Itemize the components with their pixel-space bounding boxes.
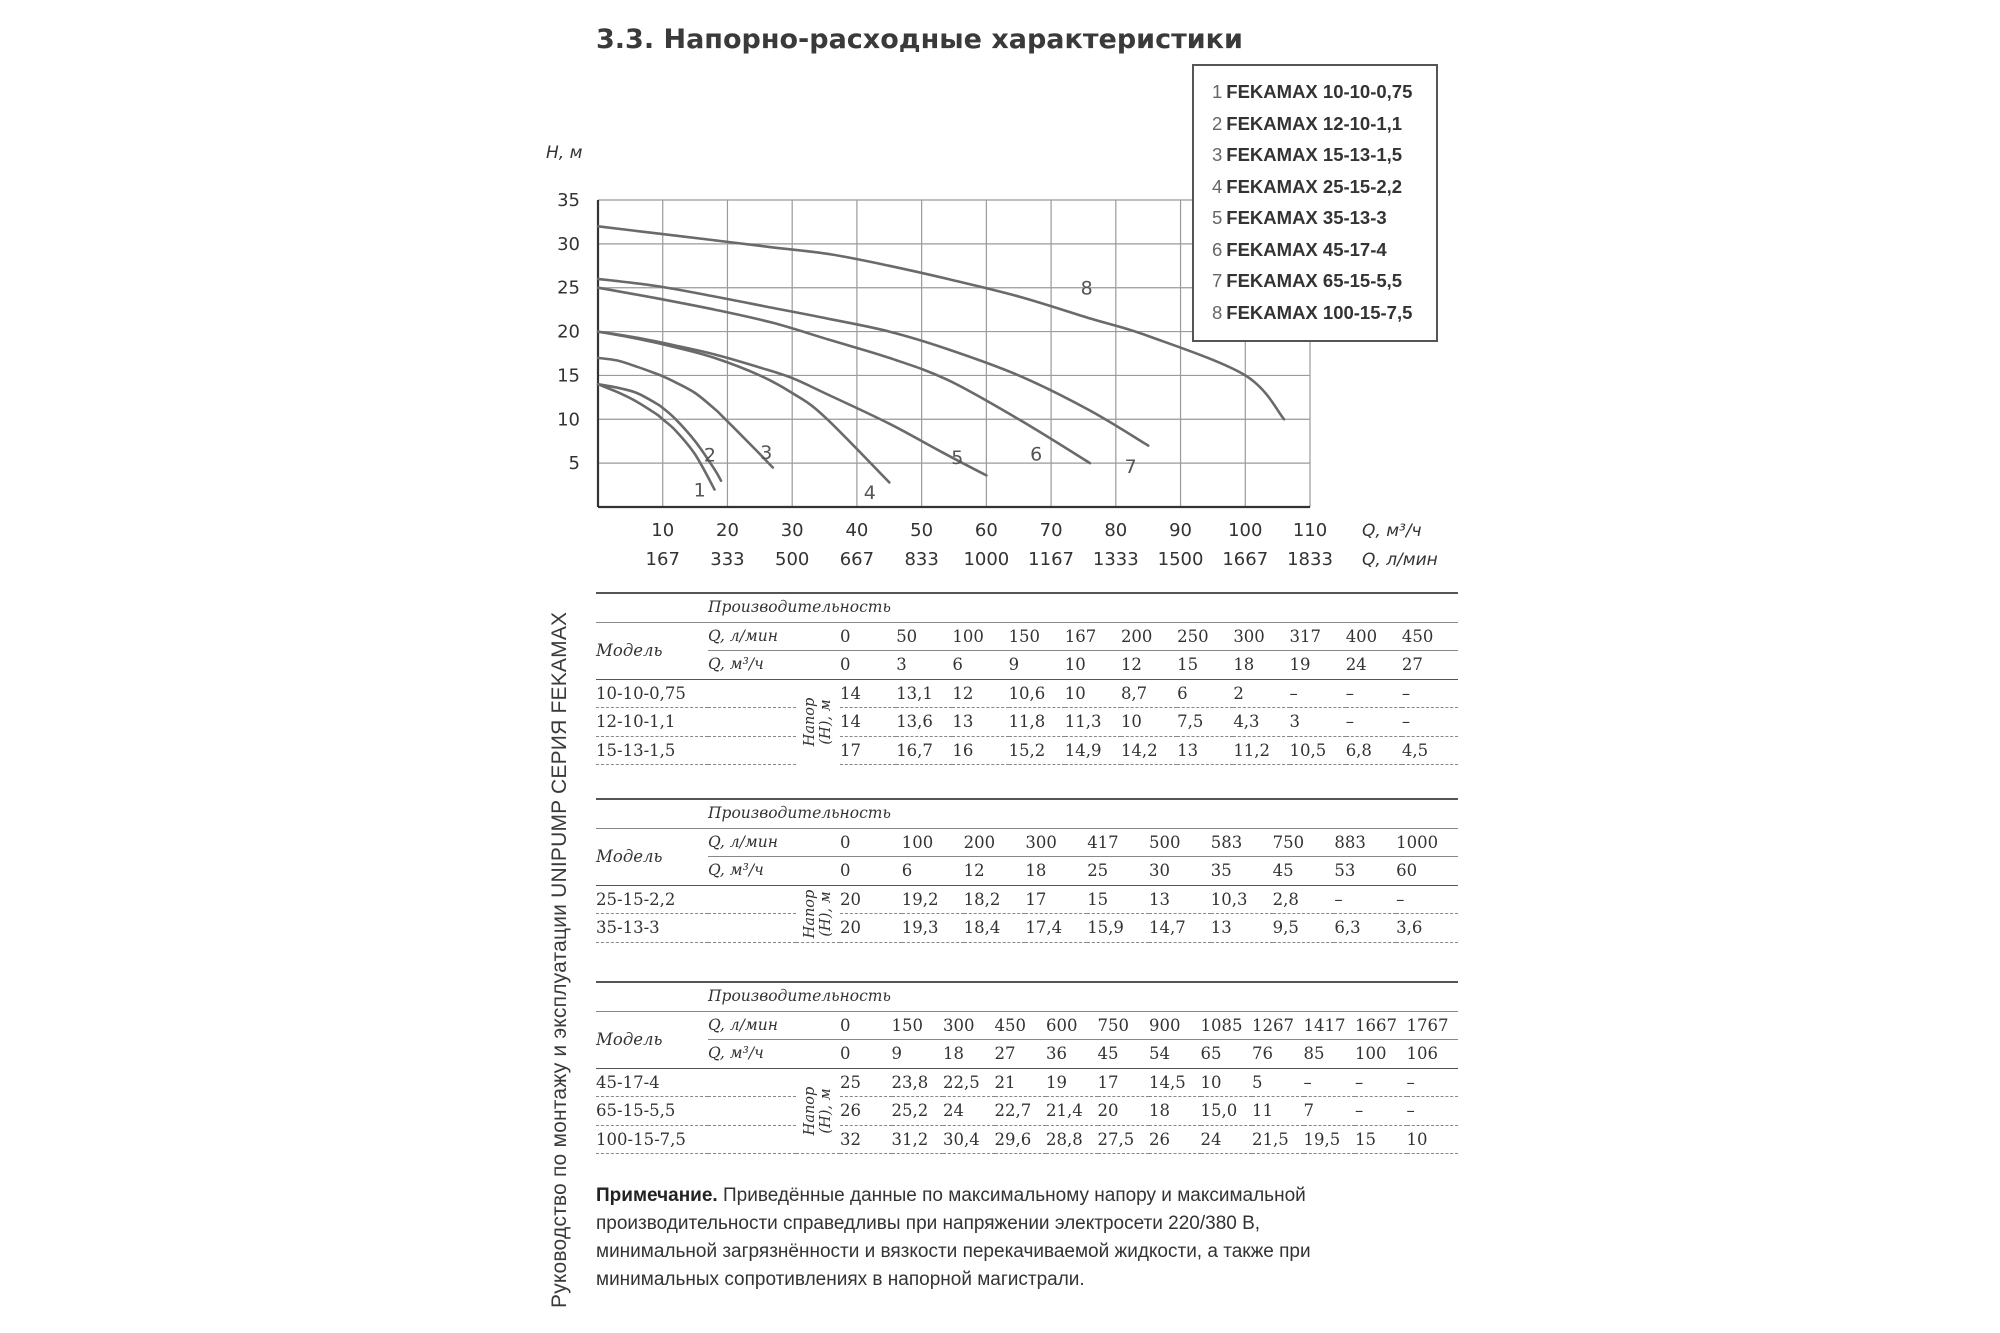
q-m3h-cell: 12 [1121, 651, 1177, 680]
q-lmin-cell: 450 [995, 1011, 1047, 1040]
model-header: Модель [596, 1011, 708, 1068]
head-cell: 10,6 [1009, 679, 1065, 708]
head-cell: 22,7 [995, 1097, 1047, 1126]
curve-4 [598, 332, 889, 483]
q-lmin-cell: 1767 [1407, 1011, 1459, 1040]
q-m3h-cell: 53 [1334, 857, 1396, 886]
q-lmin-cell: 317 [1290, 622, 1346, 651]
legend-entry [1212, 202, 1436, 234]
x-tick-label-m3h: 60 [974, 520, 998, 541]
legend-entry [1212, 234, 1436, 266]
head-cell: 15,0 [1201, 1097, 1253, 1126]
head-cell: 12 [952, 679, 1008, 708]
side-caption: Руководство по монтажу и эксплуатации UNIPUMP СЕРИЯ FEKAMAX [548, 611, 571, 1308]
curve-label-8: 8 [1080, 277, 1093, 300]
head-cell: 10 [1065, 679, 1121, 708]
model-header: Модель [596, 622, 708, 679]
q-m3h-cell: 76 [1252, 1040, 1304, 1069]
performance-table-1 [596, 592, 1458, 765]
head-cell: 20 [1098, 1097, 1150, 1126]
q-lmin-cell: 450 [1402, 622, 1458, 651]
table-header-row [596, 593, 1458, 622]
head-cell: 22,5 [943, 1068, 995, 1097]
head-cell: 13,6 [896, 708, 952, 737]
head-cell: 18,2 [964, 885, 1026, 914]
head-cell: 14,5 [1149, 1068, 1201, 1097]
head-cell: – [1402, 679, 1458, 708]
q-m3h-cell: 85 [1304, 1040, 1356, 1069]
y-axis-label: H, м [546, 143, 583, 163]
head-cell: 9,5 [1273, 914, 1335, 943]
head-cell: 17 [1025, 885, 1087, 914]
head-cell: 11 [1252, 1097, 1304, 1126]
model-cell: 15-13-1,5 [596, 736, 708, 765]
q-lmin-cell: 250 [1177, 622, 1233, 651]
head-cell: 25 [840, 1068, 892, 1097]
legend-label: FEKAMAX 35-13-3 [1226, 207, 1387, 228]
flow-lmin-row [596, 1011, 1458, 1040]
q-m3h-cell: 65 [1201, 1040, 1253, 1069]
head-cell: 15,2 [1009, 736, 1065, 765]
y-tick-label: 15 [557, 365, 580, 387]
legend-label: FEKAMAX 15-13-1,5 [1226, 144, 1403, 165]
head-cell: 31,2 [892, 1125, 944, 1154]
legend-number: 6 [1212, 238, 1223, 260]
head-cell: 18 [1149, 1097, 1201, 1126]
table-header-row [596, 982, 1458, 1011]
x-tick-label-lmin: 333 [710, 549, 745, 570]
head-cell: 19,3 [902, 914, 964, 943]
head-cell: 19,2 [902, 885, 964, 914]
head-cell: 25,2 [892, 1097, 944, 1126]
curve-8 [598, 226, 1284, 419]
q-lmin-cell: 0 [840, 828, 902, 857]
head-cell: 5 [1252, 1068, 1304, 1097]
x-tick-label-m3h: 20 [716, 520, 739, 541]
x-tick-label-m3h: 80 [1104, 520, 1128, 541]
head-cell: – [1402, 708, 1458, 737]
model-cell: 10-10-0,75 [596, 679, 708, 708]
performance-label: Производительность [708, 982, 1458, 1011]
q-lmin-cell: 1267 [1252, 1011, 1304, 1040]
q-lmin-cell: 1000 [1396, 828, 1458, 857]
q-m3h-cell: 27 [995, 1040, 1047, 1069]
curve-label-6: 6 [1030, 443, 1043, 466]
head-cell: 30,4 [943, 1125, 995, 1154]
legend-entry [1212, 171, 1436, 203]
head-cell: 20 [840, 914, 902, 943]
y-tick-label: 5 [568, 453, 580, 475]
q-lmin-label: Q, л/мин [708, 622, 840, 651]
flow-lmin-row [596, 622, 1458, 651]
q-lmin-cell: 1667 [1355, 1011, 1407, 1040]
head-cell: 17,4 [1025, 914, 1087, 943]
model-header: Модель [596, 828, 708, 885]
legend-entry [1212, 297, 1436, 329]
x-tick-label-lmin: 1333 [1092, 549, 1139, 570]
table-row [596, 1097, 1458, 1126]
q-lmin-cell: 300 [1233, 622, 1289, 651]
performance-table-2 [596, 798, 1458, 943]
head-cell: 2 [1233, 679, 1289, 708]
performance-table-3 [596, 981, 1458, 1154]
head-cell: – [1407, 1097, 1459, 1126]
head-cell: 11,2 [1233, 736, 1289, 765]
q-m3h-cell: 60 [1396, 857, 1458, 886]
head-cell: – [1290, 679, 1346, 708]
q-m3h-label: Q, м³/ч [708, 1040, 840, 1069]
legend-entry [1212, 108, 1436, 140]
head-cell: 10,3 [1211, 885, 1273, 914]
curve-1 [598, 384, 715, 489]
head-label: Напор (H), м [796, 679, 840, 765]
head-cell: – [1407, 1068, 1459, 1097]
model-cell: 65-15-5,5 [596, 1097, 708, 1126]
q-m3h-cell: 30 [1149, 857, 1211, 886]
head-cell: 24 [943, 1097, 995, 1126]
x-tick-label-lmin: 1000 [963, 549, 1010, 570]
head-cell: 17 [840, 736, 896, 765]
q-lmin-cell: 200 [1121, 622, 1177, 651]
legend-number: 3 [1212, 144, 1223, 165]
section-title: 3.3. Напорно-расходные характеристики [596, 24, 1243, 55]
x-axis-label-m3h: Q, м³/ч [1362, 521, 1422, 541]
head-cell: 15 [1087, 885, 1149, 914]
flow-m3h-row [596, 1040, 1458, 1069]
q-lmin-cell: 0 [840, 1011, 892, 1040]
head-cell: 15,9 [1087, 914, 1149, 943]
head-cell: 19,5 [1304, 1125, 1356, 1154]
q-m3h-cell: 25 [1087, 857, 1149, 886]
head-cell: 14,9 [1065, 736, 1121, 765]
curve-label-3: 3 [760, 441, 773, 464]
q-m3h-cell: 12 [964, 857, 1026, 886]
head-cell: 10 [1201, 1068, 1253, 1097]
q-m3h-cell: 18 [1025, 857, 1087, 886]
head-cell: 27,5 [1098, 1125, 1150, 1154]
head-cell: – [1355, 1068, 1407, 1097]
note-paragraph [596, 1182, 1356, 1294]
table-row [596, 914, 1458, 943]
head-cell: 19 [1046, 1068, 1098, 1097]
q-m3h-cell: 9 [1009, 651, 1065, 680]
curve-3 [598, 358, 773, 468]
head-cell: 7 [1304, 1097, 1356, 1126]
table-row [596, 885, 1458, 914]
x-tick-label-m3h: 70 [1039, 520, 1063, 541]
head-cell: 18,4 [964, 914, 1026, 943]
legend-entry [1212, 139, 1436, 171]
model-cell: 25-15-2,2 [596, 885, 708, 914]
q-lmin-label: Q, л/мин [708, 1011, 840, 1040]
q-lmin-cell: 1085 [1201, 1011, 1253, 1040]
q-lmin-cell: 417 [1087, 828, 1149, 857]
q-m3h-cell: 100 [1355, 1040, 1407, 1069]
head-cell: 8,7 [1121, 679, 1177, 708]
head-cell: 26 [1149, 1125, 1201, 1154]
q-lmin-cell: 100 [902, 828, 964, 857]
q-lmin-cell: 583 [1211, 828, 1273, 857]
q-m3h-cell: 6 [902, 857, 964, 886]
head-cell: – [1346, 708, 1402, 737]
head-cell: 14 [840, 679, 896, 708]
head-cell: 10 [1121, 708, 1177, 737]
q-lmin-cell: 50 [896, 622, 952, 651]
head-cell: 23,8 [892, 1068, 944, 1097]
head-cell: – [1355, 1097, 1407, 1126]
performance-label: Производительность [708, 593, 1458, 622]
q-lmin-cell: 900 [1149, 1011, 1201, 1040]
y-tick-label: 25 [557, 277, 580, 299]
x-tick-label-m3h: 100 [1228, 520, 1263, 541]
curve-label-2: 2 [703, 444, 717, 467]
x-tick-label-lmin: 1167 [1028, 549, 1074, 570]
head-cell: 15 [1355, 1125, 1407, 1154]
legend-label: FEKAMAX 100-15-7,5 [1226, 301, 1413, 323]
y-tick-label: 20 [557, 321, 580, 343]
q-lmin-cell: 400 [1346, 622, 1402, 651]
head-cell: – [1346, 679, 1402, 708]
model-cell: 12-10-1,1 [596, 708, 708, 737]
head-cell: 29,6 [995, 1125, 1047, 1154]
chart-legend [1192, 64, 1438, 342]
table-row [596, 679, 1458, 708]
head-cell: 16,7 [896, 736, 952, 765]
q-lmin-cell: 600 [1046, 1011, 1098, 1040]
curve-label-4: 4 [863, 482, 876, 505]
x-tick-label-m3h: 30 [780, 520, 804, 541]
q-m3h-cell: 6 [952, 651, 1008, 680]
curve-label-1: 1 [693, 479, 706, 502]
q-m3h-cell: 0 [840, 1040, 892, 1069]
note-text: Приведённые данные по максимальному напору и максимальной производительности справедливы при напряжении электросети 220/380 В, минимальной загрязнённости и вязкости перекачиваемой жидкости, а также при минимальных сопротивлениях в напорной магистрали. [596, 1185, 1311, 1290]
head-cell: 13 [952, 708, 1008, 737]
head-cell: 3,6 [1396, 914, 1458, 943]
q-m3h-cell: 27 [1402, 651, 1458, 680]
head-cell: – [1304, 1068, 1356, 1097]
head-cell: 26 [840, 1097, 892, 1126]
head-cell: 13 [1211, 914, 1273, 943]
flow-lmin-row [596, 828, 1458, 857]
head-cell: 16 [952, 736, 1008, 765]
q-lmin-label: Q, л/мин [708, 828, 840, 857]
q-m3h-cell: 54 [1149, 1040, 1201, 1069]
head-cell: 21,4 [1046, 1097, 1098, 1126]
legend-number: 2 [1212, 112, 1223, 134]
y-tick-label: 30 [557, 233, 580, 255]
table-row [596, 708, 1458, 737]
head-cell: 7,5 [1177, 708, 1233, 737]
table-row [596, 736, 1458, 765]
head-cell: 13,1 [896, 679, 952, 708]
head-cell: 11,8 [1009, 708, 1065, 737]
head-cell: 11,3 [1065, 708, 1121, 737]
head-cell: 4,5 [1402, 736, 1458, 765]
legend-number: 5 [1212, 207, 1223, 228]
q-m3h-cell: 35 [1211, 857, 1273, 886]
q-m3h-cell: 36 [1046, 1040, 1098, 1069]
q-m3h-cell: 0 [840, 857, 902, 886]
head-cell: 6 [1177, 679, 1233, 708]
q-m3h-cell: 19 [1290, 651, 1346, 680]
x-tick-label-lmin: 1500 [1157, 549, 1204, 570]
legend-label: FEKAMAX 45-17-4 [1226, 238, 1387, 260]
q-m3h-cell: 45 [1273, 857, 1335, 886]
model-cell: 100-15-7,5 [596, 1125, 708, 1154]
q-lmin-cell: 750 [1098, 1011, 1150, 1040]
x-tick-label-lmin: 1833 [1287, 549, 1333, 570]
head-cell: 32 [840, 1125, 892, 1154]
q-lmin-cell: 150 [892, 1011, 944, 1040]
performance-label: Производительность [708, 799, 1458, 828]
legend-label: FEKAMAX 10-10-0,75 [1226, 81, 1413, 102]
x-tick-label-lmin: 167 [645, 549, 680, 570]
curve-label-7: 7 [1124, 455, 1137, 478]
legend-number: 8 [1212, 301, 1223, 323]
q-lmin-cell: 167 [1065, 622, 1121, 651]
q-m3h-cell: 18 [1233, 651, 1289, 680]
table-row [596, 1068, 1458, 1097]
q-lmin-cell: 0 [840, 622, 896, 651]
q-lmin-cell: 300 [1025, 828, 1087, 857]
x-axis-label-lmin: Q, л/мин [1362, 550, 1438, 570]
head-cell: 2,8 [1273, 885, 1335, 914]
legend-entry [1212, 76, 1436, 108]
head-cell: 13 [1149, 885, 1211, 914]
head-cell: 14,7 [1149, 914, 1211, 943]
head-cell: 13 [1177, 736, 1233, 765]
head-cell: 6,8 [1346, 736, 1402, 765]
q-m3h-label: Q, м³/ч [708, 651, 840, 680]
q-m3h-cell: 10 [1065, 651, 1121, 680]
head-cell: 14,2 [1121, 736, 1177, 765]
q-m3h-cell: 0 [840, 651, 896, 680]
x-tick-label-lmin: 833 [904, 549, 939, 570]
legend-label: FEKAMAX 12-10-1,1 [1226, 112, 1403, 134]
q-m3h-cell: 3 [896, 651, 952, 680]
q-lmin-cell: 500 [1149, 828, 1211, 857]
q-m3h-label: Q, м³/ч [708, 857, 840, 886]
q-m3h-cell: 18 [943, 1040, 995, 1069]
head-cell: 24 [1201, 1125, 1253, 1154]
head-cell: 28,8 [1046, 1125, 1098, 1154]
x-tick-label-m3h: 50 [910, 520, 934, 541]
y-tick-label: 10 [557, 409, 580, 431]
q-lmin-cell: 150 [1009, 622, 1065, 651]
x-tick-label-lmin: 1667 [1222, 549, 1269, 570]
x-tick-label-m3h: 90 [1169, 520, 1192, 541]
head-cell: 20 [840, 885, 902, 914]
head-cell: – [1334, 885, 1396, 914]
head-cell: – [1396, 885, 1458, 914]
flow-m3h-row [596, 857, 1458, 886]
legend-number: 4 [1212, 175, 1223, 197]
x-tick-label-m3h: 10 [651, 520, 675, 541]
q-m3h-cell: 24 [1346, 651, 1402, 680]
x-tick-label-lmin: 500 [775, 549, 810, 570]
x-tick-label-m3h: 110 [1292, 520, 1328, 541]
legend-entry [1212, 265, 1436, 297]
legend-label: FEKAMAX 25-15-2,2 [1226, 175, 1403, 197]
q-m3h-cell: 106 [1407, 1040, 1459, 1069]
head-cell: 6,3 [1334, 914, 1396, 943]
q-m3h-cell: 9 [892, 1040, 944, 1069]
head-cell: 14 [840, 708, 896, 737]
q-lmin-cell: 300 [943, 1011, 995, 1040]
curve-label-5: 5 [951, 447, 964, 470]
legend-label: FEKAMAX 65-15-5,5 [1226, 270, 1403, 291]
q-m3h-cell: 45 [1098, 1040, 1150, 1069]
table-header-row [596, 799, 1458, 828]
x-tick-label-m3h: 40 [845, 520, 869, 541]
q-lmin-cell: 1417 [1304, 1011, 1356, 1040]
head-cell: 4,3 [1233, 708, 1289, 737]
head-cell: 21 [995, 1068, 1047, 1097]
legend-number: 7 [1212, 270, 1223, 291]
x-tick-label-lmin: 667 [839, 549, 875, 570]
table-row [596, 1125, 1458, 1154]
head-cell: 3 [1290, 708, 1346, 737]
head-cell: 21,5 [1252, 1125, 1304, 1154]
head-cell: 10,5 [1290, 736, 1346, 765]
head-label: Напор (H), м [796, 1068, 840, 1154]
q-lmin-cell: 750 [1273, 828, 1335, 857]
legend-number: 1 [1212, 81, 1223, 102]
head-cell: 10 [1407, 1125, 1459, 1154]
chart-series [598, 226, 1284, 504]
q-lmin-cell: 200 [964, 828, 1026, 857]
q-lmin-cell: 883 [1334, 828, 1396, 857]
y-tick-label: 35 [557, 190, 580, 211]
q-m3h-cell: 15 [1177, 651, 1233, 680]
head-cell: 17 [1098, 1068, 1150, 1097]
flow-m3h-row [596, 651, 1458, 680]
q-lmin-cell: 100 [952, 622, 1008, 651]
note-title: Примечание. [596, 1185, 718, 1206]
head-label: Напор (H), м [796, 885, 840, 942]
model-cell: 35-13-3 [596, 914, 708, 943]
model-cell: 45-17-4 [596, 1068, 708, 1097]
